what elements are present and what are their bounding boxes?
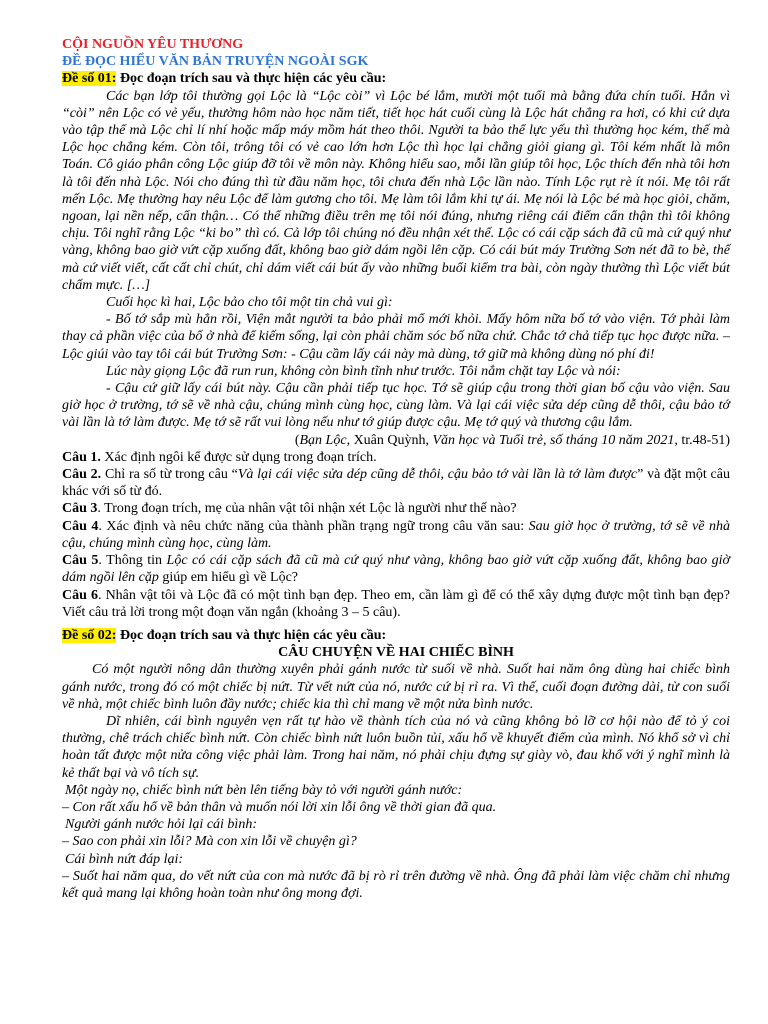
document-page: [62, 36, 730, 902]
exam1-paragraph: Các bạn lớp tôi thường gọi Lộc là “Lộc còi” vì Lộc bé lắm, mười một tuổi mà bằng đứa chín tuổi. Hắn vì “còi” nên Lộc có vẻ yếu, thường hôm nào học năm tiết, tiết học hát cuối cùng là Lộc hát chẳng ra hơi, có khi cứ dựa vào tập thể mà Lộc chỉ lí nhí hoặc mấp máy mồm hát theo thôi. Người ta bảo thể lực yếu thì thường học kém, thế mà Lộc học chẳng kém. Còn tôi, trông tôi có vẻ cao lớn hơn Lộc thì học lại chẳng giỏi giang gì. Tôi kém nhất là môn Toán. Cô giáo phân công Lộc giúp đỡ tôi về môn này. Không hiểu sao, mỗi lần giúp tôi học, Lộc thích đến nhà tôi hơn là tôi đến nhà Lộc. Nói cho đúng thì từ đầu năm học, tôi chưa đến nhà Lộc lần nào. Tính Lộc rụt rè ít nói. Mẹ tôi rất mến Lộc. Mẹ thường hay nêu Lộc để làm gương cho tôi. Mẹ làm tôi lắm khi tự ái. Mẹ nói là Lộc bé mà học giỏi, chăm, ngoan, lại nền nếp, cẩn thận… Có thể những điều trên mẹ tôi nói đúng, nhưng riêng cái điểm cẩn thận thì tôi không chịu. Tôi nghĩ rằng Lộc “ki bo” thì có. Cả lớp tôi chúng nó đều nhận xét thế. Lộc có cái cặp sách đã cũ mà cứ quý như vàng, không bao giờ vứt cặp xuống đất, không bao giờ dám ngồi lên cặp. Có cái bút máy Trường Sơn nét đã to bè, thế mà cứ viết viết, cất cất chỉ chút, chỉ dám viết cái bút ấy vào những buổi kiểm tra bài, còn ngày thường thì Lộc viết bút chấm mực. […]: [62, 88, 730, 293]
exam2-line: Một ngày nọ, chiếc bình nứt bèn lên tiếng bày tỏ với người gánh nước:: [65, 782, 463, 798]
exam2-line: Người gánh nước hỏi lại cái bình:: [65, 817, 257, 833]
question: Câu 6. Nhân vật tôi và Lộc đã có một tình bạn đẹp. Theo em, cần làm gì để có thể xây dựng được một tình bạn đẹp? Viết câu trả lời trong một đoạn văn ngắn (khoảng 3 – 5 câu).: [62, 587, 730, 620]
question: Câu 3. Trong đoạn trích, mẹ của nhân vật tôi nhận xét Lộc là người như thế nào?: [62, 501, 517, 517]
exam1-heading: [62, 70, 730, 87]
story-title: CÂU CHUYỆN VỀ HAI CHIẾC BÌNH: [278, 645, 514, 661]
exam1-source: (Bạn Lộc, Xuân Quỳnh, Văn học và Tuổi trẻ, số tháng 10 năm 2021, tr.48-51): [294, 432, 730, 448]
exam1-paragraph: - Cậu cứ giữ lấy cái bút này. Cậu cần phải tiếp tục học. Tớ sẽ giúp cậu trong thời gian bố cậu vào viện. Sau giờ học ở trường, tớ sẽ về nhà cậu, chúng mình cùng học, cùng làm. Và lại cái việc sửa dép cũng dễ thôi, cậu bảo tớ vài lần là tớ làm được. Mẹ tớ sẽ rất vui lòng nếu như tớ giúp được cậu. Mẹ tớ quý và thương cậu lắm.: [62, 381, 730, 431]
question: Câu 1. Xác định ngôi kể được sử dụng trong đoạn trích.: [62, 449, 377, 465]
sub-title: ĐỀ ĐỌC HIỂU VĂN BẢN TRUYỆN NGOÀI SGK: [62, 54, 369, 70]
exam1-paragraph: Lúc này giọng Lộc đã run run, không còn bình tĩnh như trước. Tôi nắm chặt tay Lộc và nói:: [106, 363, 621, 379]
main-title: CỘI NGUỒN YÊU THƯƠNG: [62, 37, 244, 52]
exam1-label: Đề số 01:: [62, 71, 117, 87]
exam1-paragraph: Cuối học kì hai, Lộc bảo cho tôi một tin chả vui gì:: [106, 295, 393, 311]
question: Câu 2. Chỉ ra số từ trong câu “Và lại cái việc sửa dép cũng dễ thôi, cậu bảo tớ vài lần là tớ làm được” và đặt một câu khác với số từ đó.: [62, 467, 730, 500]
exam1-instruction: Đọc đoạn trích sau và thực hiện các yêu cầu:: [116, 71, 387, 87]
exam2-paragraph: Dĩ nhiên, cái bình nguyên vẹn rất tự hào về thành tích của nó và cũng không bỏ lỡ cơ hội nào để tỏ ý coi thường, chê trách chiếc bình nứt. Còn chiếc bình nứt luôn buồn tủi, xấu hổ về khuyết điểm của mình. Nó khổ sở vì chỉ hoàn tất được một nửa công việc phải làm. Trong hai năm, nó phải chịu đựng sự giày vò, đau khổ với ý nghĩ mình là kẻ thất bại và vô tích sự.: [62, 713, 730, 781]
question: Câu 4. Xác định và nêu chức năng của thành phần trạng ngữ trong câu văn sau: Sau giờ học ở trường, tớ sẽ về nhà cậu, chúng mình cùng học, cùng làm.: [62, 518, 730, 551]
exam2-label: Đề số 02:: [62, 627, 117, 643]
exam2-instruction: Đọc đoạn trích sau và thực hiện các yêu cầu:: [116, 627, 387, 643]
exam1-paragraph: - Bố tớ sắp mù hẳn rồi, Viện mắt người ta bảo phải mổ mới khỏi. Mấy hôm nữa bố tớ vào viện. Tớ phải làm thay cả phần việc của bố ở nhà để kiếm sống, lại còn phải chăm sóc bố nữa chứ. Chắc tớ chả tiếp tục học được nữa. – Lộc giúi vào tay tôi cái bút Trường Sơn: - Cậu cầm lấy cái này mà dùng, tớ giữ mà không dùng nó phí đi!: [62, 312, 730, 362]
exam2-line: Cái bình nứt đáp lại:: [65, 851, 184, 867]
exam2-line: – Con rất xấu hổ về bản thân và muốn nói lời xin lỗi ông về thời gian đã qua.: [62, 799, 497, 815]
exam2-line: – Suốt hai năm qua, do vết nứt của con mà nước đã bị rò rỉ trên đường về nhà. Ông đã phải làm việc chăm chỉ nhưng kết quả mang lại không hoàn toàn như ông mong đợi.: [62, 868, 730, 901]
exam2-paragraph: Có một người nông dân thường xuyên phải gánh nước từ suối về nhà. Suốt hai năm ông dùng hai chiếc bình gánh nước, trong đó có một chiếc bị nứt. Từ vết nứt của nó, nước cứ bị rỉ ra. Vì thế, cuối đoạn đường dài, từ con suối về nhà, một chiếc bình luôn đầy nước; chiếc kia thì chỉ mang về một nửa bình nước.: [62, 662, 730, 712]
exam2-line: – Sao con phải xin lỗi? Mà con xin lỗi về chuyện gì?: [62, 834, 357, 850]
question: Câu 5. Thông tin Lộc có cái cặp sách đã cũ mà cứ quý như vàng, không bao giờ vứt cặp xuống đất, không bao giờ dám ngồi lên cặp giúp em hiểu gì về Lộc?: [62, 553, 730, 586]
exam2-heading: [62, 627, 730, 644]
